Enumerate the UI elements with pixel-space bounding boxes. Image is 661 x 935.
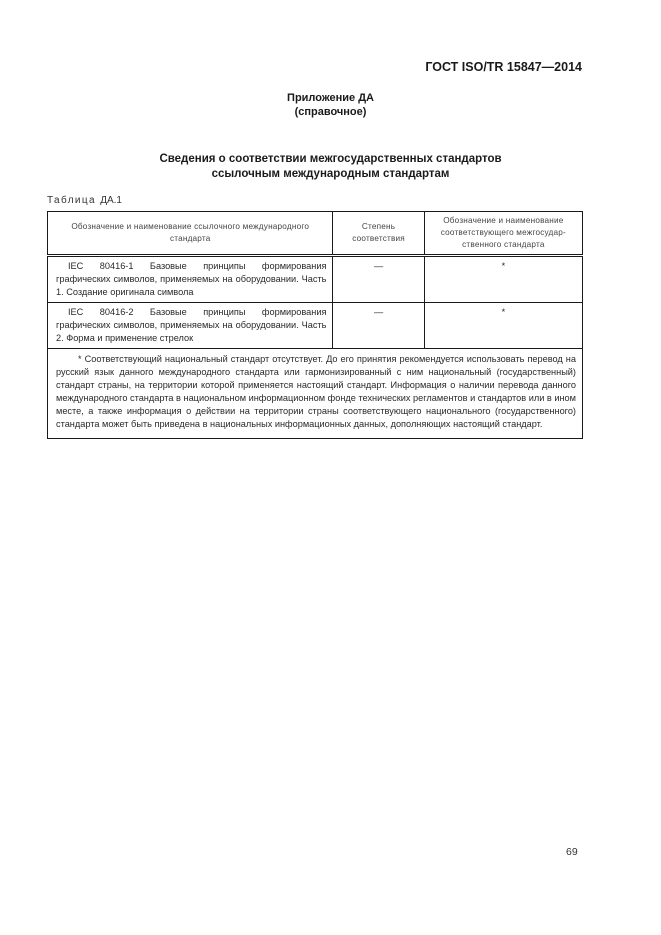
table-header-row [48,212,583,256]
section-title [0,152,661,182]
table-caption-number: ДА.1 [100,195,122,206]
table-caption [47,195,122,206]
column-header-equivalent: Обозначение и наименование соответствующего межгосудар-ственного стандарта [424,212,582,256]
table-row [48,256,583,303]
reference-standard-cell: IEC 80416-2 Базовые принципы формирования графических символов, применяемых на оборудовании. Часть 2. Форма и применение стрелок [48,303,333,349]
table-footnote-cell [48,349,583,439]
table-row [48,303,583,349]
annex-subtitle: (справочное) [294,106,367,118]
table-footnote: * Соответствующий национальный стандарт отсутствует. До его принятия рекомендуется использовать перевод на русский язык данного международного стандарта или гармонизированный с ним национальный (государственный) стандарт страны, на территории которой применяется настоящий стандарт. Информация о наличии перевода данного международного стандарта в национальном информационном фонде технических регламентов и стандартов или в ином месте, а также информация о действии на территории страны соответствующего национального (государственного) стандарта может быть приведена в национальных информационных данных, дополняющих настоящий стандарт. [56,354,576,429]
table-footnote-row [48,349,583,439]
column-header-reference: Обозначение и наименование ссылочного международного стандарта [48,212,333,256]
document-code: ГОСТ ISO/TR 15847—2014 [425,60,582,74]
column-header-degree: Степень соответствия [333,212,424,256]
section-title-line-1: Сведения о соответствии межгосударственных стандартов [159,153,502,165]
page-number: 69 [566,846,578,858]
section-title-line-2: ссылочным международным стандартам [211,168,450,180]
annex-heading [0,91,661,119]
table-caption-word: Таблица [47,195,97,206]
degree-cell: — [333,303,424,349]
equivalent-standard-cell: * [424,256,582,303]
degree-cell: — [333,256,424,303]
annex-title: Приложение ДА [287,92,374,104]
correspondence-table [47,211,583,439]
reference-standard-cell: IEC 80416-1 Базовые принципы формирования графических символов, применяемых на оборудовании. Часть 1. Создание оригинала символа [48,256,333,303]
equivalent-standard-cell: * [424,303,582,349]
